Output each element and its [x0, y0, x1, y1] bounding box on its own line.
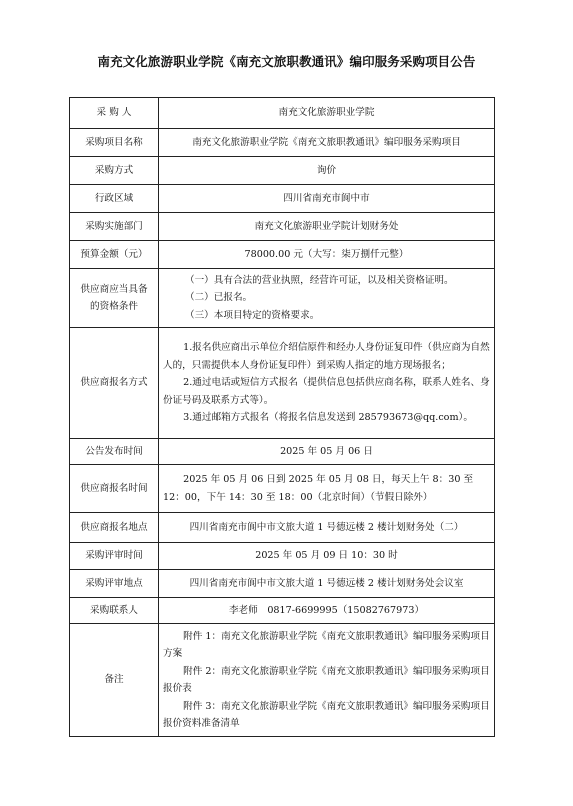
registration-method-item: 1.报名供应商出示单位介绍信原件和经办人身份证复印件（供应商为自然人的，只需提供本人身份证复印件）到采购人指定的地方现场报名； [163, 342, 490, 371]
qualification-item: （一）具有合法的营业执照，经营许可证，以及相关资格证明。 [185, 274, 454, 286]
row-contact [70, 598, 495, 624]
value-qualifications [159, 269, 495, 328]
row-registration-time [70, 465, 495, 513]
value-registration-place: 四川省南充市阆中市文旅大道 1 号德远楼 2 楼计划财务处（二） [159, 513, 495, 543]
row-registration-place [70, 513, 495, 543]
label-registration-place: 供应商报名地点 [70, 513, 159, 543]
label-registration-method: 供应商报名方式 [70, 328, 159, 439]
value-remarks [159, 624, 495, 737]
label-project-name: 采购项目名称 [70, 129, 159, 157]
row-region [70, 185, 495, 213]
label-review-time: 采购评审时间 [70, 543, 159, 570]
row-project-name [70, 129, 495, 157]
value-department: 南充文化旅游职业学院计划财务处 [159, 213, 495, 241]
remark-item: 附件 2：南充文化旅游职业学院《南充文旅职教通讯》编印服务采购项目报价表 [163, 665, 490, 694]
row-budget [70, 241, 495, 269]
value-budget: 78000.00 元（大写：柒万捌仟元整） [159, 241, 495, 269]
value-publish-time: 2025 年 05 月 06 日 [159, 439, 495, 465]
row-publish-time [70, 439, 495, 465]
row-registration-method [70, 328, 495, 439]
value-registration-method [159, 328, 495, 439]
row-remarks [70, 624, 495, 737]
label-region: 行政区域 [70, 185, 159, 213]
label-budget: 预算金额（元） [70, 241, 159, 269]
label-contact: 采购联系人 [70, 598, 159, 624]
label-department: 采购实施部门 [70, 213, 159, 241]
label-qualifications [70, 269, 159, 328]
value-purchaser: 南充文化旅游职业学院 [159, 98, 495, 129]
value-method: 询价 [159, 157, 495, 185]
value-contact: 李老师 0817-6699995（15082767973） [159, 598, 495, 624]
row-qualifications [70, 269, 495, 328]
registration-method-item: 3.通过邮箱方式报名（将报名信息发送到 285793673@qq.com）。 [183, 412, 473, 424]
label-review-place: 采购评审地点 [70, 570, 159, 598]
row-purchaser [70, 98, 495, 129]
registration-method-item: 2.通过电话或短信方式报名（提供信息包括供应商名称，联系人姓名、身份证号码及联系方式等）。 [163, 377, 490, 406]
remark-item: 附件 1：南充文化旅游职业学院《南充文旅职教通讯》编印服务采购项目方案 [163, 630, 490, 659]
row-department [70, 213, 495, 241]
value-region: 四川省南充市阆中市 [159, 185, 495, 213]
label-publish-time: 公告发布时间 [70, 439, 159, 465]
label-qualifications-line2: 的资格条件 [90, 301, 138, 312]
value-registration-time: 2025 年 05 月 06 日到 2025 年 05 月 08 日，每天上午 8：30 至 12：00，下午 14：30 至 18：00（北京时间）（节假日除外） [159, 465, 495, 513]
value-project-name: 南充文化旅游职业学院《南充文旅职教通讯》编印服务采购项目 [159, 129, 495, 157]
remark-item: 附件 3：南充文化旅游职业学院《南充文旅职教通讯》编印服务采购项目报价资料准备清单 [163, 700, 490, 729]
value-review-place: 四川省南充市阆中市文旅大道 1 号德远楼 2 楼计划财务处会议室 [159, 570, 495, 598]
qualification-item: （三）本项目特定的资格要求。 [185, 309, 320, 321]
row-review-time [70, 543, 495, 570]
qualification-item: （二）已报名。 [185, 292, 253, 304]
row-review-place [70, 570, 495, 598]
label-remarks: 备注 [70, 624, 159, 737]
label-purchaser: 采 购 人 [70, 98, 159, 129]
label-qualifications-line1: 供应商应当具备 [80, 283, 148, 295]
value-review-time: 2025 年 05 月 09 日 10：30 时 [159, 543, 495, 570]
label-registration-time: 供应商报名时间 [70, 465, 159, 513]
label-method: 采购方式 [70, 157, 159, 185]
announcement-table [69, 97, 495, 737]
page-title: 南充文化旅游职业学院《南充文旅职教通讯》编印服务采购项目公告 [97, 54, 476, 69]
row-method [70, 157, 495, 185]
